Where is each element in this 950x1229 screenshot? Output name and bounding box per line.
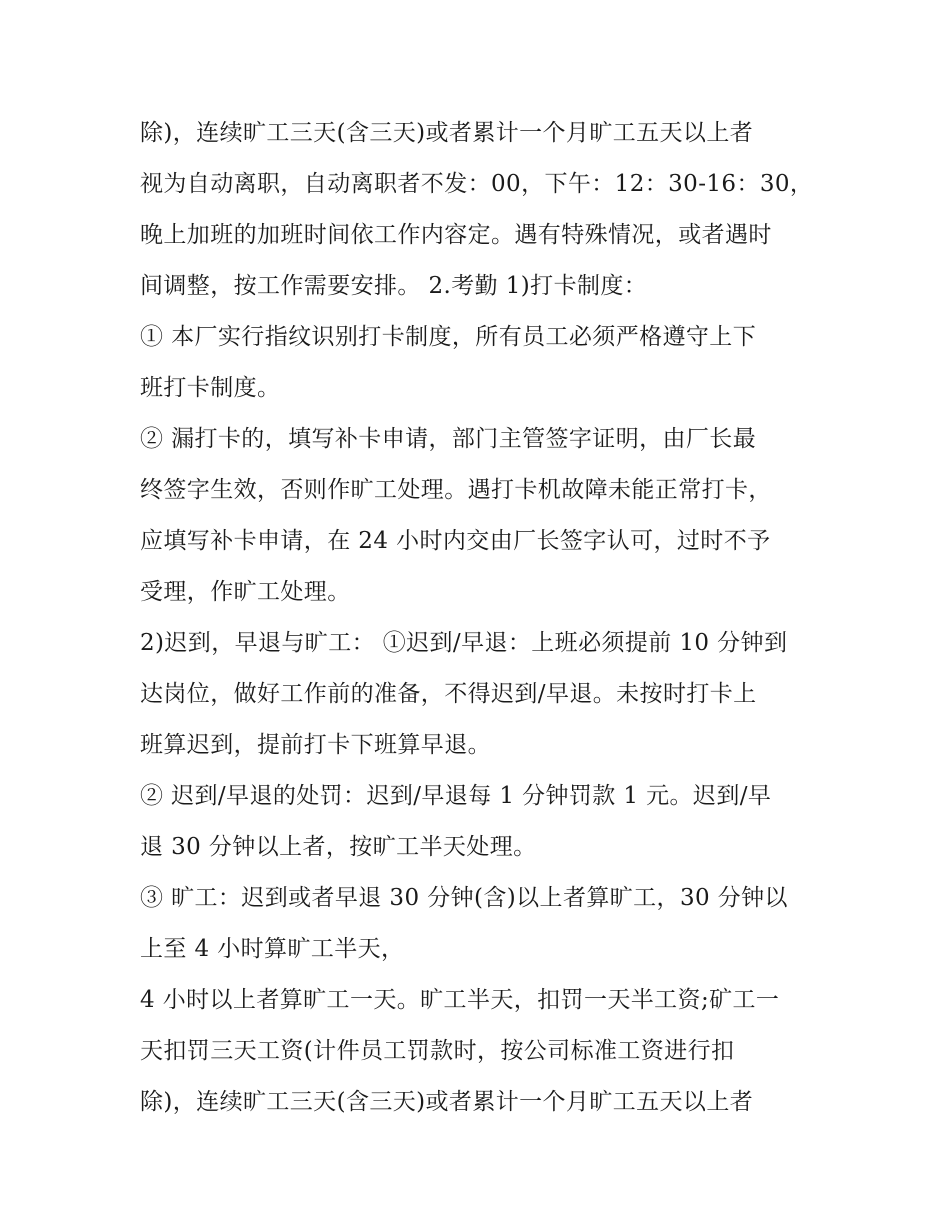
body-text <box>140 108 830 1128</box>
text-line: 4 小时以上者算旷工一天。旷工半天，扣罚一天半工资;矿工一 <box>140 987 780 1013</box>
text-line: ② 漏打卡的，填写补卡申请，部门主管签字证明，由厂长最 <box>140 426 757 452</box>
text-line: 班打卡制度。 <box>140 375 281 401</box>
text-line: 除)，连续旷工三天(含三天)或者累计一个月旷工五天以上者 <box>140 120 754 146</box>
text-line: 2)迟到，早退与旷工： ①迟到/早退：上班必须提前 10 分钟到 <box>140 630 788 656</box>
text-line: 除)，连续旷工三天(含三天)或者累计一个月旷工五天以上者 <box>140 1089 754 1115</box>
text-line: ① 本厂实行指纹识别打卡制度，所有员工必须严格遵守上下 <box>140 324 757 350</box>
text-line: 退 30 分钟以上者，按旷工半天处理。 <box>140 834 537 860</box>
text-line: 应填写补卡申请，在 24 小时内交由厂长签字认可，过时不予 <box>140 528 771 554</box>
text-line: 天扣罚三天工资(计件员工罚款时，按公司标准工资进行扣 <box>140 1038 735 1064</box>
text-line: 达岗位，做好工作前的准备，不得迟到/早退。未按时打卡上 <box>140 681 757 707</box>
text-line: 终签字生效，否则作旷工处理。遇打卡机故障未能正常打卡， <box>140 477 772 503</box>
text-line: 视为自动离职，自动离职者不发：00，下午：12：30-16：30， <box>140 171 814 197</box>
text-line: ③ 旷工：迟到或者早退 30 分钟(含)以上者算旷工，30 分钟以 <box>140 885 788 911</box>
text-line: ② 迟到/早退的处罚：迟到/早退每 1 分钟罚款 1 元。迟到/早 <box>140 783 772 809</box>
text-line: 上至 4 小时算旷工半天， <box>140 936 405 962</box>
text-line: 班算迟到，提前打卡下班算早退。 <box>140 732 491 758</box>
text-line: 晚上加班的加班时间依工作内容定。遇有特殊情况，或者遇时 <box>140 222 772 248</box>
text-line: 间调整，按工作需要安排。 2.考勤 1)打卡制度： <box>140 273 648 299</box>
text-line: 受理，作旷工处理。 <box>140 579 351 605</box>
